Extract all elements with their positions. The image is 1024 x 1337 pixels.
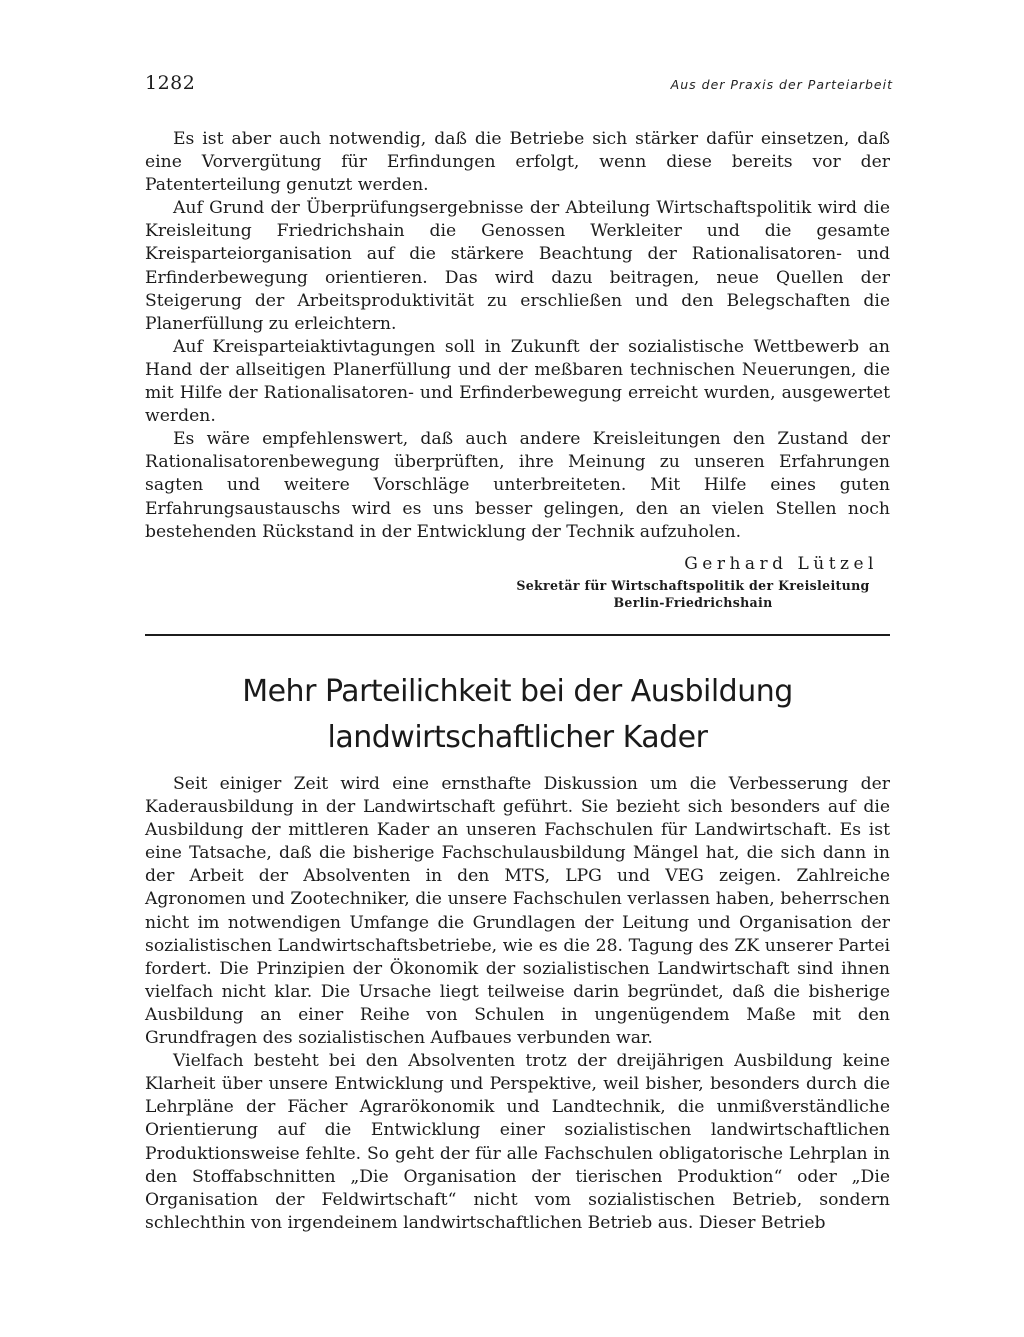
author-signature xyxy=(498,553,878,611)
paragraph: Auf Kreisparteiaktivtagungen soll in Zukunft der sozialistische Wettbewerb an Hand der allseitigen Planerfüllung und der meßbaren technischen Neuerungen, die mit Hilfe der Rationalisatoren- und Erfinderbewegung erreicht wurden, ausgewertet werden. xyxy=(145,336,890,427)
author-role-line: Sekretär für Wirtschaftspolitik der Kreisleitung xyxy=(516,578,870,593)
article-2-body xyxy=(145,773,890,1235)
author-name: Gerhard Lützel xyxy=(684,554,878,574)
article-2-title xyxy=(145,669,890,761)
paragraph: Vielfach besteht bei den Absolventen trotz der dreijährigen Ausbildung keine Klarheit über unsere Entwicklung und Perspektive, weil bisher, besonders durch die Lehrpläne der Fächer Agrarökonomik und Landtechnik, die unmißverständliche Orientierung auf die Entwicklung einer sozialistischen landwirtschaftlichen Produktionsweise fehlte. So geht der für alle Fachschulen obligatorische Lehrplan in den Stoffabschnitten „Die Organisation der tierischen Produktion“ oder „Die Organisation der Feldwirtschaft“ nicht vom sozialistischen Betrieb, sondern schlechthin von irgendeinem landwirtschaftlichen Betrieb aus. Dieser Betrieb xyxy=(145,1051,890,1233)
paragraph: Seit einiger Zeit wird eine ernsthafte Diskussion um die Verbesserung der Kaderausbildung in der Landwirtschaft geführt. Sie bezieht sich besonders auf die Ausbildung der mittleren Kader an unseren Fachschulen für Landwirtschaft. Es ist eine Tatsache, daß die bisherige Fachschulausbildung Mängel hat, die sich dann in der Arbeit der Absolventen in den MTS, LPG und VEG zeigen. Zahlreiche Agronomen und Zootechniker, die unsere Fachschulen verlassen haben, beherrschen nicht im notwendigen Umfange die Grundlagen der Leitung und Organisation der sozialistischen Landwirtschaftsbetriebe, wie es die 28. Tagung des ZK unserer Partei fordert. Die Prinzipien der Ökonomik der sozialistischen Landwirtschaft sind ihnen vielfach nicht klar. Die Ursache liegt teilweise darin begründet, daß die bisherige Ausbildung an einer Reihe von Schulen in ungenügendem Maße mit den Grundfragen des sozialistischen Aufbaues verbunden war. xyxy=(145,774,890,1049)
title-line: Mehr Parteilichkeit bei der Ausbildung xyxy=(242,674,793,709)
running-title: Aus der Praxis der Parteiarbeit xyxy=(670,77,893,92)
page-header xyxy=(145,72,893,102)
section-divider xyxy=(145,634,890,636)
author-role xyxy=(508,577,878,611)
paragraph: Es wäre empfehlenswert, daß auch andere Kreisleitungen den Zustand der Rationalisatorenbewegung überprüften, ihre Meinung zu unseren Erfahrungen sagten und weitere Vorschläge unterbreiteten. Mit Hilfe eines guten Erfahrungsaustauschs wird es uns besser gelingen, den an vielen Stellen noch bestehenden Rückstand in der Entwicklung der Technik aufzuholen. xyxy=(145,429,890,542)
title-line: landwirtschaftlicher Kader xyxy=(327,720,708,755)
article-1-body xyxy=(145,128,890,544)
author-role-line: Berlin-Friedrichshain xyxy=(613,595,773,610)
paragraph: Es ist aber auch notwendig, daß die Betriebe sich stärker dafür einsetzen, daß eine Vorvergütung für Erfindungen erfolgt, wenn diese bereits vor der Patenterteilung genutzt werden. xyxy=(145,129,890,196)
paragraph: Auf Grund der Überprüfungsergebnisse der Abteilung Wirtschaftspolitik wird die Kreisleitung Friedrichshain die Genossen Werkleiter und die gesamte Kreisparteiorganisation auf die stärkere Beachtung der Rationalisatoren- und Erfinderbewegung orientieren. Das wird dazu beitragen, neue Quellen der Steigerung der Arbeitsproduktivität zu erschließen und den Belegschaften die Planerfüllung zu erleichtern. xyxy=(145,198,890,334)
page-number: 1282 xyxy=(145,72,196,94)
